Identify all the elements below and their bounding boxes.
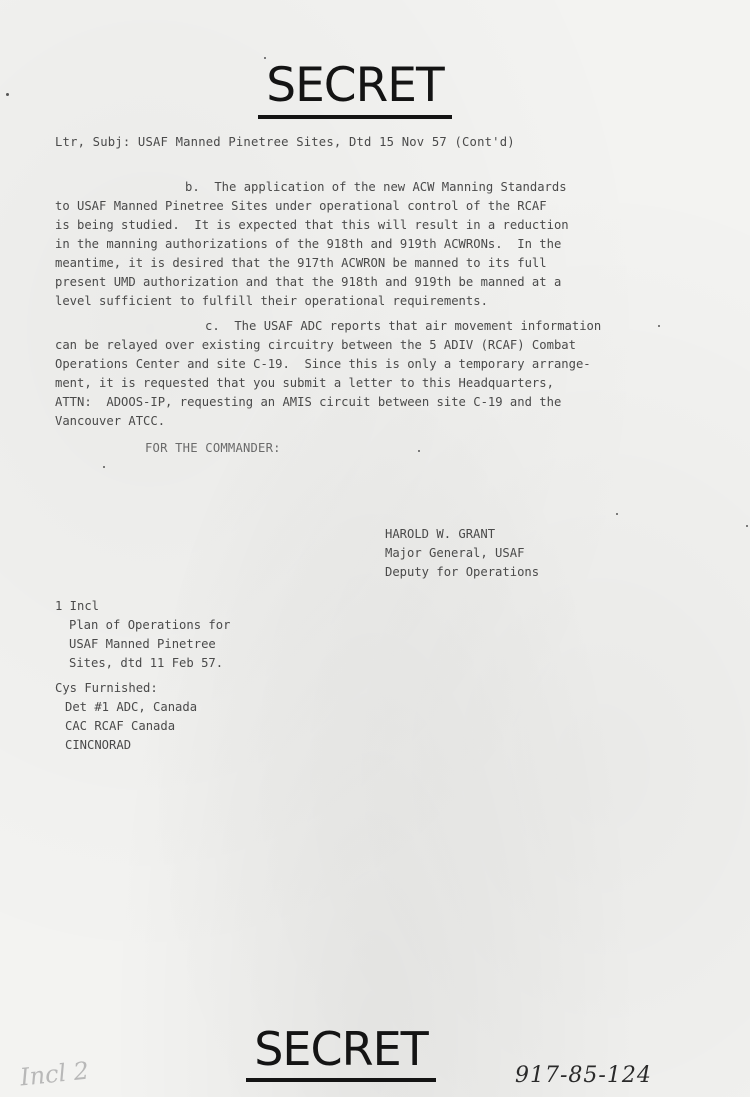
paragraph-c	[55, 317, 695, 431]
paragraph-line: can be relayed over existing circuitry between the 5 ADIV (RCAF) Combat	[55, 338, 576, 352]
copies-heading: Cys Furnished:	[55, 681, 158, 695]
paragraph-line: in the manning authorizations of the 918th and 919th ACWRONs. In the	[55, 237, 562, 251]
scan-speck	[103, 466, 105, 468]
enclosure-line: Plan of Operations for	[69, 618, 231, 632]
scan-speck	[746, 525, 748, 527]
scan-speck	[658, 325, 660, 327]
classification-bottom-text: SECRET	[246, 1022, 436, 1082]
signature-name: HAROLD W. GRANT	[385, 527, 496, 541]
scan-speck	[616, 513, 618, 515]
subject-line: Ltr, Subj: USAF Manned Pinetree Sites, Dtd 15 Nov 57 (Cont'd)	[55, 135, 515, 149]
paragraph-line: present UMD authorization and that the 918th and 919th be manned at a	[55, 275, 562, 289]
signature-block	[385, 525, 539, 582]
paragraph-line: level sufficient to fulfill their operational requirements.	[55, 294, 488, 308]
paragraph-line: ATTN: ADOOS-IP, requesting an AMIS circuit between site C-19 and the	[55, 395, 562, 409]
paragraph-line: to USAF Manned Pinetree Sites under operational control of the RCAF	[55, 199, 547, 213]
enclosure-line: USAF Manned Pinetree	[69, 637, 216, 651]
copies-line: CINCNORAD	[65, 738, 132, 752]
classification-top	[0, 58, 750, 119]
scan-speck	[264, 57, 266, 59]
signature-title: Deputy for Operations	[385, 565, 540, 579]
enclosure-line: Sites, dtd 11 Feb 57.	[69, 656, 224, 670]
enclosure-block	[55, 597, 230, 673]
copies-furnished-block	[55, 679, 197, 755]
copies-line: CAC RCAF Canada	[65, 719, 176, 733]
enclosure-count: 1 Incl	[55, 599, 100, 613]
paragraph-line: b. The application of the new ACW Manning Standards	[185, 180, 567, 194]
scan-speck	[6, 93, 9, 96]
paragraph-line: is being studied. It is expected that this will result in a reduction	[55, 218, 569, 232]
classification-top-text: SECRET	[258, 58, 451, 119]
for-the-commander: FOR THE COMMANDER:	[145, 441, 281, 455]
paragraph-line: meantime, it is desired that the 917th ACWRON be manned to its full	[55, 256, 547, 270]
paragraph-line: Operations Center and site C-19. Since this is only a temporary arrange-	[55, 357, 591, 371]
handwritten-incl-note: Incl 2	[18, 1056, 91, 1092]
copies-line: Det #1 ADC, Canada	[65, 700, 198, 714]
paragraph-line: Vancouver ATCC.	[55, 414, 166, 428]
handwritten-document-number: 917-85-124	[515, 1063, 652, 1088]
scan-speck	[418, 450, 420, 452]
paragraph-line: c. The USAF ADC reports that air movement information	[205, 319, 602, 333]
paragraph-line: ment, it is requested that you submit a letter to this Headquarters,	[55, 376, 554, 390]
signature-rank: Major General, USAF	[385, 546, 525, 560]
paragraph-b	[55, 178, 675, 311]
